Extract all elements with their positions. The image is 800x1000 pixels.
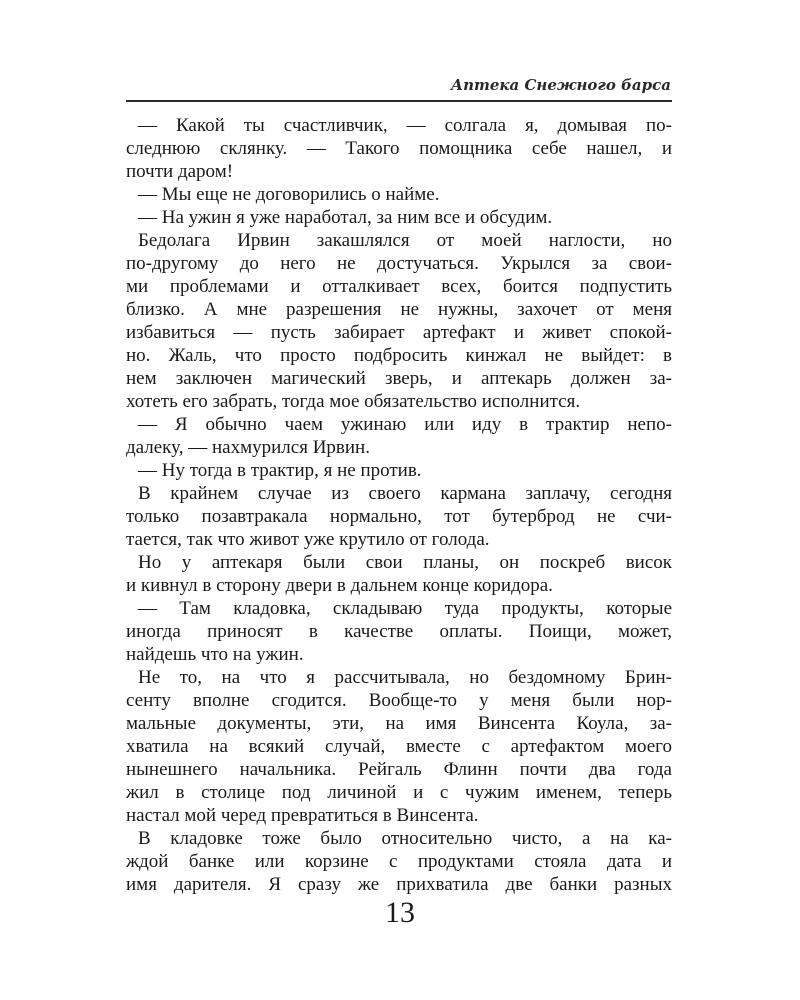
text-line: только позавтракала нормально, тот бутерброд не счи- (126, 506, 672, 527)
text-line: В крайнем случае из своего кармана заплачу, сегодня (138, 483, 672, 504)
text-line: следнюю склянку. — Такого помощника себе нашел, и (126, 138, 672, 159)
text-line: хотеть его забрать, тогда мое обязательство исполнится. (126, 391, 581, 412)
text-line: нынешнего начальника. Рейгаль Флинн почти два года (126, 759, 672, 780)
text-line: сенту вполне сгодится. Вообще-то у меня были нор- (126, 690, 672, 711)
text-line: найдешь что на ужин. (126, 644, 304, 665)
running-header-title: Аптека Снежного барса (450, 76, 671, 94)
text-line: и кивнул в сторону двери в дальнем конце коридора. (126, 575, 553, 596)
text-line: Но у аптекаря были свои планы, он поскреб висок (138, 552, 672, 573)
text-line: — Мы еще не договорились о найме. (138, 184, 440, 205)
page-number: 13 (385, 896, 415, 929)
text-line: избавиться — пусть забирает артефакт и живет спокой- (126, 322, 672, 343)
text-line: хватила на всякий случай, вместе с артефактом моего (126, 736, 672, 757)
text-line: ждой банке или корзине с продуктами стояла дата и (126, 851, 672, 872)
text-line: ми проблемами и отталкивает всех, боится подпустить (126, 276, 672, 297)
text-line: но. Жаль, что просто подбросить кинжал не выйдет: в (126, 345, 672, 366)
text-line: — Я обычно чаем ужинаю или иду в трактир непо- (138, 414, 672, 435)
text-line: — Какой ты счастливчик, — солгала я, домывая по- (138, 115, 672, 136)
text-line: жил в столице под личиной и с чужим именем, теперь (126, 782, 672, 803)
text-line: имя дарителя. Я сразу же прихватила две банки разных (126, 874, 672, 895)
text-line: близко. А мне разрешения не нужны, захочет от меня (126, 299, 672, 320)
text-line: иногда приносят в качестве оплаты. Поищи, может, (126, 621, 672, 642)
body-text (126, 114, 672, 896)
text-line: почти даром! (126, 161, 234, 182)
text-line: мальные документы, эти, на имя Винсента Коула, за- (126, 713, 672, 734)
text-line: тается, так что живот уже крутило от голода. (126, 529, 490, 550)
text-line: — Ну тогда в трактир, я не против. (138, 460, 422, 481)
text-line: настал мой черед превратиться в Винсента. (126, 805, 479, 826)
header-rule (126, 100, 672, 102)
text-line: по-другому до него не достучаться. Укрылся за свои- (126, 253, 672, 274)
text-line: — Там кладовка, складываю туда продукты, которые (138, 598, 672, 619)
text-line: далеку, — нахмурился Ирвин. (126, 437, 370, 458)
text-line: нем заключен магический зверь, и аптекарь должен за- (126, 368, 672, 389)
text-line: В кладовке тоже было относительно чисто, а на ка- (138, 828, 672, 849)
text-line: Не то, на что я рассчитывала, но бездомному Брин- (138, 667, 672, 688)
text-line: Бедолага Ирвин закашлялся от моей наглости, но (138, 230, 672, 251)
text-line: — На ужин я уже наработал, за ним все и обсудим. (138, 207, 553, 228)
